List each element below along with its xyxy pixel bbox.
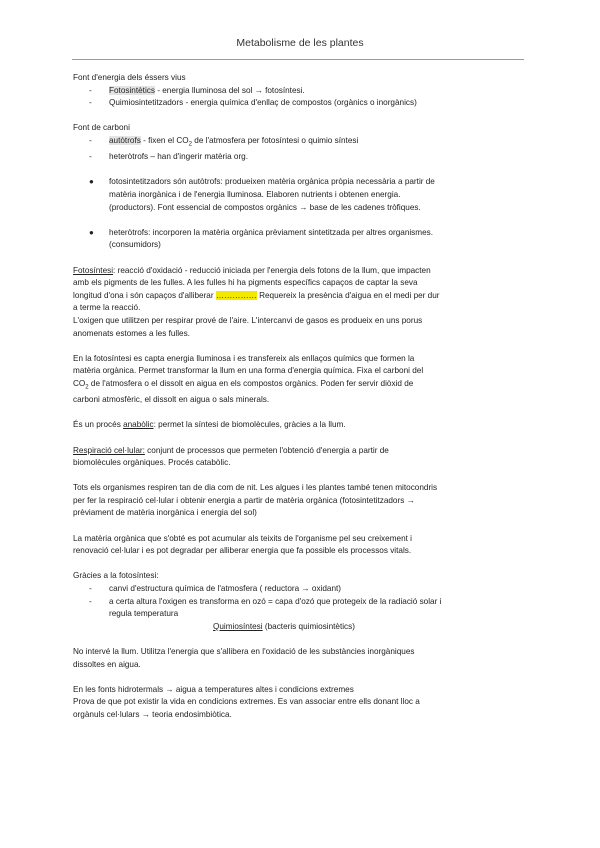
term-autotrofs: autòtrofs (109, 135, 141, 145)
dash-marker: - (89, 152, 92, 162)
fill-in-blank: …………… (215, 290, 257, 300)
paragraph-line: renovació cel·lular i es pot degradar per alliberar energia que fa possible els processos vitals. (73, 546, 412, 556)
text: Requereix la presència d'aigua en el medi per dur (256, 290, 440, 300)
dash-marker: - (89, 135, 92, 145)
list-item (73, 583, 525, 596)
term-anabolic: anabòlic (123, 420, 154, 430)
paragraph-line (73, 621, 525, 634)
paragraph-line: anomenats estomes a les fulles. (73, 328, 190, 338)
paragraph-line: En la fotosíntesi es capta energia lluminosa i es transfereix als enllaços químics que formen la (73, 353, 415, 363)
text: És un procés (73, 420, 124, 430)
text: conjunt de processos que permeten l'obtenció d'energia a partir de (144, 445, 389, 455)
dash-marker: - (89, 596, 92, 606)
paragraph-line: per fer la respiració cel·lular i obtenir energia a partir de matèria orgànica (fotosintetitzadors → (73, 495, 415, 505)
document-body (73, 72, 525, 722)
paragraph-line (73, 378, 525, 394)
paragraph-line: a terme la reacció. (73, 303, 141, 313)
list-item-text: a certa altura l'oxigen es transforma en ozó = capa d'ozó que protegeix de la radiació solar i (109, 596, 442, 606)
list-item-text: - energia lluminosa del sol → fotosíntesi. (154, 85, 305, 95)
bullet-line: fotosintetitzadors són autòtrofs: produeixen matèria orgànica pròpia necessària a partir de (109, 177, 435, 187)
subscript: 2 (188, 141, 192, 148)
term-quimiosintesi: Quimiosíntesi (213, 621, 263, 631)
list-item-text: - fixen el CO (140, 135, 189, 145)
paragraph-line (73, 445, 525, 458)
paragraph-line (73, 265, 525, 278)
paragraph-line: orgànuls cel·lulars → teoria endosimbiòtica. (73, 709, 232, 719)
list-item-text: canvi d'estructura química de l'atmosfera ( reductora → oxidant) (109, 584, 342, 594)
bullet-line: (productors). Font essencial de compostos orgànics → base de les cadenes tròfiques. (109, 202, 421, 212)
paragraph-line: biomolècules orgàniques. Procés catabòlic. (73, 458, 231, 468)
text: : reacció d'oxidació - reducció iniciada per l'energia dels fotons de la llum, que impacten (113, 265, 431, 275)
paragraph-line: L'oxigen que utilitzen per respirar prové de l'aire. L'intercanvi de gasos es produeix en uns porus (73, 315, 423, 325)
paragraph-line: amb els pigments de les fulles. A les fulles hi ha pigments específics capaços de captar la seva (73, 278, 418, 288)
paragraph-line: matèria orgànica. Permet transformar la llum en una forma d'energia química. Fixa el carboni del (73, 366, 424, 376)
bullet-line: matèria inorgànica i de l'energia lluminosa. Elaboren nutrients i obtenen energia. (109, 189, 401, 199)
text: (bacteris quimiosintètics) (262, 621, 355, 631)
energy-source-heading: Font d'energia dels éssers vius (73, 73, 186, 82)
paragraph-line: prèviament de matèria inorgànica i energia del sol) (73, 508, 257, 518)
subscript: 2 (85, 384, 89, 391)
dash-marker: - (89, 98, 92, 108)
paragraph-line (73, 419, 525, 432)
paragraph-line: Tots els organismes respiren tan de dia com de nit. Les algues i les plantes també tenen mitocondris (73, 483, 438, 493)
term-fotosintesi: Fotosíntesi (73, 265, 114, 275)
paragraph-line: Prova de que pot existir la vida en condicions extremes. Es van associar entre ells donant lloc a (73, 697, 420, 707)
dash-marker: - (89, 85, 92, 95)
paragraph-line (73, 290, 525, 303)
list-item-text: regula temperatura (109, 609, 179, 619)
bullet-item-heterotrofs (73, 227, 525, 252)
bullet-marker: ● (89, 177, 94, 187)
paragraph-line: dissoltes en aigua. (73, 659, 141, 669)
list-item-text: de l'atmosfera per fotosíntesi o quimio síntesi (191, 135, 359, 145)
carbon-source-heading: Font de carboni (73, 123, 130, 133)
paragraph-line: En les fonts hidrotermals → aigua a temperatures altes i condicions extremes (73, 684, 354, 694)
bullet-item-autotrofs (73, 176, 525, 214)
list-item-text: heteròtrofs – han d'ingerir matèria org. (109, 152, 249, 162)
text: longitud d'ona i són capaços d'alliberar (73, 290, 216, 300)
bullet-line: heteròtrofs: incorporen la matèria orgànica prèviament sintetitzada per altres organismes. (109, 227, 434, 237)
term-fotosintetics: Fotosintètics (109, 85, 155, 95)
list-item-text: Quimiosintetitzadors - energia química d'enllaç de compostos (orgànics o inorgànics) (109, 98, 417, 108)
list-item (73, 97, 525, 110)
paragraph-line: La matèria orgànica que s'obté es pot acumular als teixits de l'organisme pel seu creixement i (73, 533, 412, 543)
text: de l'atmosfera o el dissolt en aigua en els compostos orgànics. Poden fer servir diòxid de (88, 378, 414, 388)
paragraph-line: No intervé la llum. Utilitza l'energia que s'allibera en l'oxidació de les substàncies inorgàniques (73, 647, 415, 656)
section-heading: Gràcies a la fotosíntesi: (73, 571, 159, 581)
list-item (73, 596, 525, 621)
title-divider (72, 59, 524, 60)
list-item (73, 151, 525, 164)
text: CO (73, 378, 86, 388)
dash-marker: - (89, 584, 92, 594)
paragraph-line: carboni atmosfèric, el dissolt en aigua o sals minerals. (73, 395, 270, 405)
list-item (73, 135, 525, 151)
term-respiracio: Respiració cel·lular: (73, 445, 145, 455)
list-item (73, 85, 525, 98)
text: : permet la síntesi de biomolècules, gràcies a la llum. (153, 420, 346, 430)
bullet-marker: ● (89, 227, 94, 237)
bullet-line: (consumidors) (109, 240, 161, 250)
page-title: Metabolisme de les plantes (236, 37, 364, 49)
